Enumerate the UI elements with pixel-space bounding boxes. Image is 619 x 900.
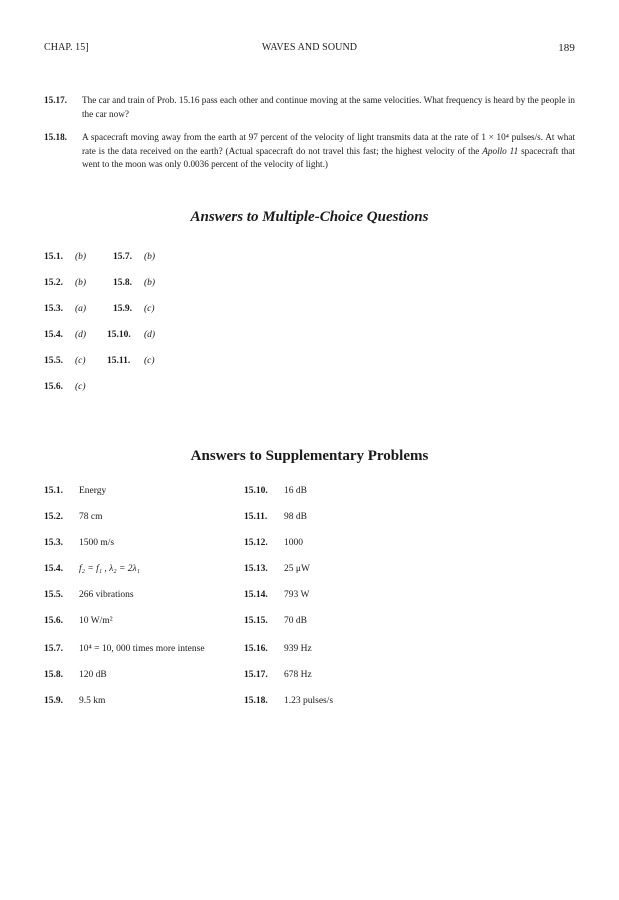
sp-answer: 15.5. 266 vibrations (44, 590, 134, 600)
sp-answer: 15.14. 793 W (244, 590, 310, 600)
sp-answer: 15.17. 678 Hz (244, 670, 312, 680)
mc-answer: 15.11. (c) (107, 356, 155, 366)
sp-answer: 15.12. 1000 (244, 538, 303, 548)
mc-answer: 15.5. (c) (44, 356, 86, 366)
spacecraft-name: Apollo 11 (482, 145, 519, 156)
mc-section-title: Answers to Multiple-Choice Questions (190, 209, 429, 225)
mc-answer: 15.2. (b) (44, 278, 87, 288)
problem-text: The car and train of Prob. 15.16 pass each other and continue moving at the same velocities. What frequency is heard by the people in the car now? (82, 95, 575, 119)
sp-answer: 15.6. 10 W/m² (44, 616, 113, 626)
mc-answer: 15.3. (a) (44, 304, 87, 314)
sp-answer: 15.2. 78 cm (44, 512, 103, 522)
sp-answer: 15.16. 939 Hz (244, 644, 312, 654)
sp-answer: 15.9. 9.5 km (44, 696, 106, 706)
page-number: 189 (558, 42, 575, 54)
chapter-title: WAVES AND SOUND (261, 42, 358, 53)
sp-answer: 15.13. 25 μW (244, 564, 310, 574)
mc-answer: 15.1. (b) (44, 252, 87, 262)
sp-answer: 15.3. 1500 m/s (44, 538, 115, 548)
sp-answer: 15.4. f₂ = f₁ , λ₂ = 2λ₁ (44, 564, 140, 574)
mc-answer: 15.9. (c) (113, 304, 155, 314)
sp-answer: 15.18. 1.23 pulses/s (244, 696, 334, 706)
sp-answer: 15.10. 16 dB (244, 486, 307, 496)
mc-answer: 15.7. (b) (113, 252, 156, 262)
sp-answer: 15.15. 70 dB (244, 616, 307, 626)
mc-answer: 15.6. (c) (44, 382, 86, 392)
sp-section-title: Answers to Supplementary Problems (190, 448, 429, 464)
mc-answer: 15.10. (d) (107, 330, 156, 340)
problem-number: 15.18. (44, 132, 67, 142)
problem-15-18 (44, 131, 575, 173)
problem-15-17 (44, 94, 575, 122)
sp-answer: 15.8. 120 dB (44, 670, 107, 680)
problem-text: A spacecraft moving away from the earth at 97 percent of the velocity of light transmits data at the rate of 1 × 10⁴ pulses/s. At what rate is the data received on the earth? (Actual spacecraft do not travel this fast; the highest velocity of the Apollo 11 spacecraft that went to the moon was only 0.0036 percent of the velocity of light.) (82, 132, 575, 169)
mc-answer: 15.4. (d) (44, 330, 87, 340)
running-header (44, 42, 575, 56)
sp-answer: 15.11. 98 dB (244, 512, 307, 522)
mc-answer: 15.8. (b) (113, 278, 156, 288)
sp-answer: 15.1. Energy (44, 486, 107, 496)
sp-answer: 15.7. 10⁴ = 10, 000 times more intense (44, 644, 205, 654)
problem-number: 15.17. (44, 95, 67, 105)
chapter-label: CHAP. 15] (44, 42, 89, 53)
